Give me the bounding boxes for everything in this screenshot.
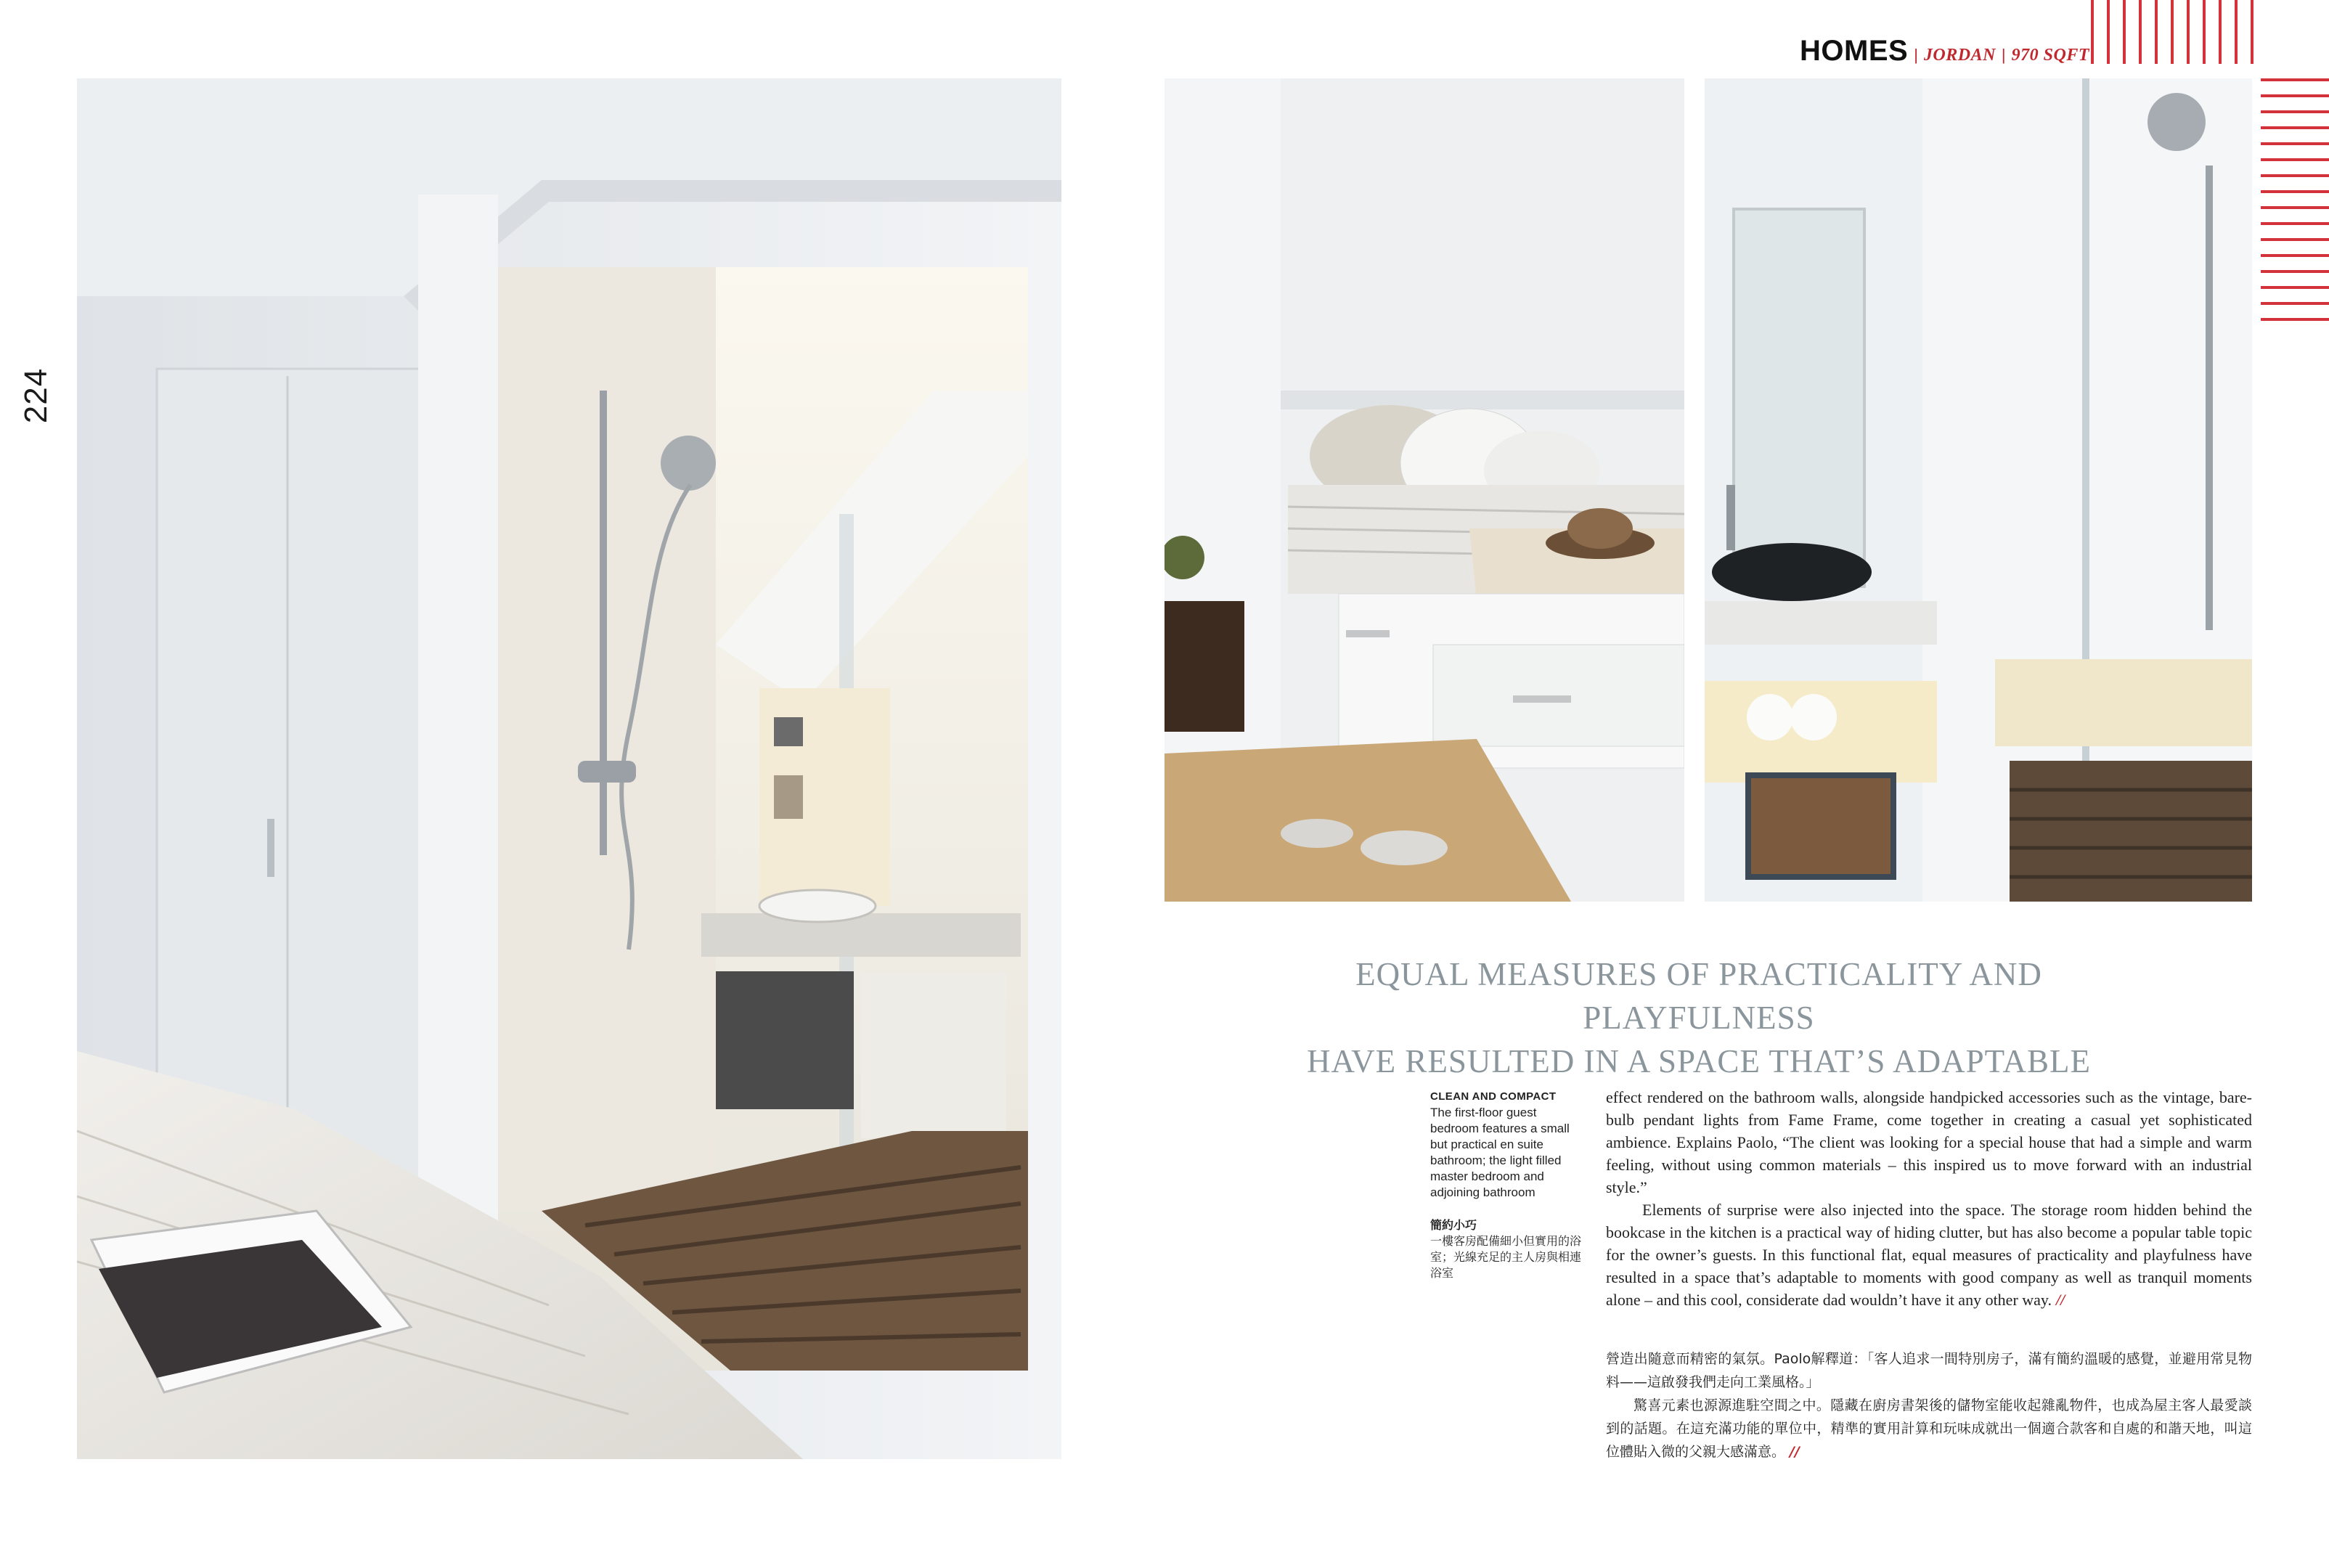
caption-body-zh: 一樓客房配備細小但實用的浴室；光線充足的主人房與相連浴室 [1430,1236,1582,1280]
header-size: 970 SQFT [2011,46,2089,65]
article-paragraph-zh-text: 驚喜元素也源源進駐空間之中。隱藏在廚房書架後的儲物室能收起雜亂物件，也成為屋主客人最愛談到的話題。在這充滿功能的單位中，精準的實用計算和玩味成就出一個適合款客和自處的和諧天地，叫這位體貼入微的父親大感滿意。 [1606,1397,2252,1460]
pullquote-line-1: EQUAL MEASURES OF PRACTICALITY AND PLAYFULNESS [1355,956,2042,1036]
photo-caption [1430,1089,1588,1282]
article-paragraph-zh-2 [1606,1394,2252,1463]
caption-title-zh: 簡約小巧 [1430,1220,1477,1232]
end-mark: // [2056,1291,2065,1309]
pullquote-line-2: HAVE RESULTED IN A SPACE THAT’S ADAPTABLE [1306,1043,2092,1079]
page-number: 224 [18,367,54,424]
article-body-en [1606,1086,2252,1311]
photo-master-bathroom [1705,78,2252,902]
article-paragraph-zh: 營造出隨意而精密的氣氛。Paolo解釋道：「客人追求一間特別房子，滿有簡約溫暖的感覺，並避用常見物料——這啟發我們走向工業風格。」 [1606,1351,2252,1390]
photo-master-bedroom [1164,78,1684,902]
article-paragraph: effect rendered on the bathroom walls, alongside handpicked accessories such as the vintage, bare-bulb pendant lights from Fame Frame, come together in creating a casual yet sophisticated ambience. Explains Paolo, “The client was looking for a special house that had a simple and warm feeling, without using common materials – this inspired us to move forward with an industrial style.” [1606,1088,2252,1196]
caption-body: The first-floor guest bedroom features a small but practical en suite bathroom; the light filled master bedroom and adjoining bathroom [1430,1106,1570,1199]
pullquote [1249,952,2149,1083]
section-title: HOMES [1800,35,1909,67]
red-stripes-top [2091,0,2253,64]
article-body-zh [1606,1347,2252,1463]
article-paragraph-2 [1606,1199,2252,1311]
header-location: JORDAN [1923,46,1996,65]
article-paragraph-text: Elements of surprise were also injected into the space. The storage room hidden behind the bookcase in the kitchen is a practical way of hiding clutter, but has also become a popular table topic for the owner’s guests. In this functional flat, equal measures of practicality and playfulness have resulted in a space that’s adaptable to moments with good company as well as tranquil moments alone – and this cool, considerate dad wouldn’t have it any other way. [1606,1201,2252,1309]
header-separator-2: | [2001,46,2006,64]
header-separator: | [1914,46,1918,64]
section-header [1800,35,2089,74]
end-mark-zh: // [1790,1444,1800,1460]
red-stripes-side [2261,78,2329,322]
photo-guest-bedroom-bathroom [77,78,1061,1459]
caption-title: CLEAN AND COMPACT [1430,1090,1557,1103]
